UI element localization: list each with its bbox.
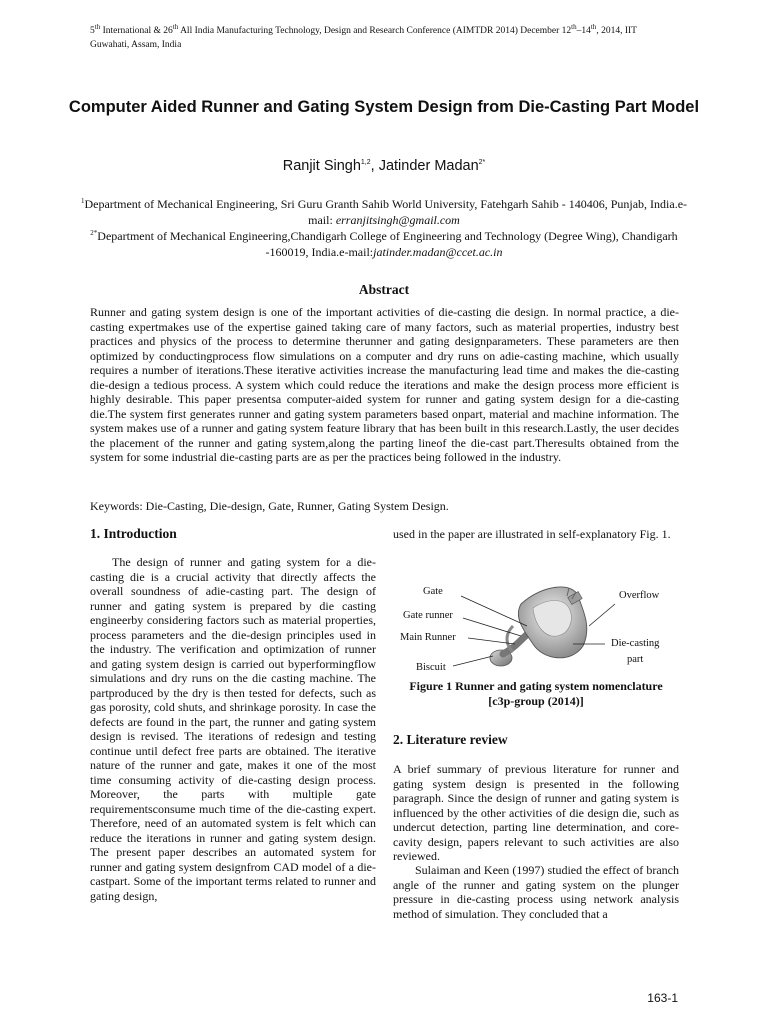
page-number: 163-1 [647,991,678,1005]
conference-header [90,24,690,52]
author-1: Ranjit Singh [282,158,361,174]
keywords: Keywords: Die-Casting, Die-design, Gate, Runner, Gating System Design. [90,499,449,513]
author-2: Jatinder Madan [378,158,479,174]
lit-paragraph-2: Sulaiman and Keen (1997) studied the effect of branch angle of the runner and gating system on the plunger pressure in die-casting process using network analysis method of simulation. They concluded that a [393,863,679,921]
paper-title: Computer Aided Runner and Gating System Design from Die-Casting Part Model [68,98,700,116]
label-biscuit: Biscuit [416,662,446,673]
intro-continued: used in the paper are illustrated in self-explanatory Fig. 1. [393,527,671,541]
affiliation-1: $^1$Department of Mechanical Engineering, Sri Guru Granth Sahib World University, Fatehgarh Sahib - 140406, Punjab, India.e-mail: erranjitsingh@gmail.com [80,197,688,227]
label-part: part [627,654,644,665]
affiliation-2: $^{2*}$Department of Mechanical Engineering,Chandigarh College of Engineering and Technology (Degree Wing), Chandigarh -160019, India.e-mail:jatinder.madan@ccet.ac.in [90,229,678,259]
email-link-1[interactable]: erranjitsingh@gmail.com [335,213,460,227]
figure-caption: Figure 1 Runner and gating system nomenclature [c3p-group (2014)] [409,679,663,708]
header-text: 5th International & 26th All India Manufacturing Technology, Design and Research Conference (AIMTDR 2014) December 12th–14th, 2014, IIT Guwahati, Assam, India [90,22,637,50]
figure-1 [393,574,679,682]
abstract-heading: Abstract [358,282,410,297]
label-overflow: Overflow [619,590,660,601]
label-die-casting: Die-casting [611,638,660,649]
email-link-2[interactable]: jatinder.madan@ccet.ac.in [373,245,503,259]
label-main-runner: Main Runner [400,632,456,643]
intro-text: The design of runner and gating system for a die-casting die is a crucial activity that directly affects the overall soundness of adie-casting part. The design of runner and gating system is prepared by die casting engineerby considering factors such as material properties, process parameters and the die-design principles used in the industry. The verification and optimization of runner and gating system design is carried out byperformingflow simulations and dry runs on the die casting machine. The partproduced by the dry is then tested for defects, such as gas porosity, cold shuts, and shrinkage porosity. In case the defects are found in the part, the runner and gating system design is revised. The iterations of redesign and testing continue until defect free parts are obtained. The iterative nature of the runner and gate, makes it one of the most time consuming activity of die-casting design process. Moreover, the parts with multiple gate requirementsconsume much time of the die-casting expert. Therefore, need of an automated system is felt which can reduce the iterations in runner and gating system design. The present paper describes an automated system for runner and gating system designfrom CAD model of a die-castpart. Some of the important terms related to runner and gating design, [90,555,376,903]
authors: Ranjit Singh$^{1,2}$, Jatinder Madan$^{2*}$ [282,158,486,174]
label-gate: Gate [423,586,443,597]
lit-paragraph-1: A brief summary of previous literature for runner and gating system design is presented in the following paragraph. Since the design of runner and gating system is influenced by the other activities of die design die, such as undercut detection, parting line determination, and core-cavity design, papers relevant to such activities are also reviewed. [393,762,679,863]
intro-heading: 1. Introduction [90,526,177,541]
abstract-text: Runner and gating system design is one of the important activities of die-casting die design. In normal practice, a die-casting expertmakes use of the expertise gained taking care of many factors, such as material properties, industry best practices and physics of the process to determine therunner and gating designparameters. These parameters are then optimized by conductingprocess flow simulations on a computer and dry runs on adie-casting machine, which usually requires a number of iterations.These iterative activities increase the manufacturing lead time and makes the die-casting die-design a tedious process. A system which could reduce the iterations and make the design process more efficient is highly desirable. This paper presentsa computer-aided system for runner and gating system design for a die-casting die.The system first generates runner and gating system parameters based onpart, material and machine information. The system makes use of a runner and gating system feature library that has been built in this research.Lastly, the user decides the placement of the runner and gating system,along the parting lineof the die-cast part.Theresults obtained from the system for some industrial die-casting parts are as per the practices being followed in the industry. [90,305,679,464]
lit-heading: 2. Literature review [393,732,508,747]
label-gate-runner: Gate runner [403,610,453,621]
